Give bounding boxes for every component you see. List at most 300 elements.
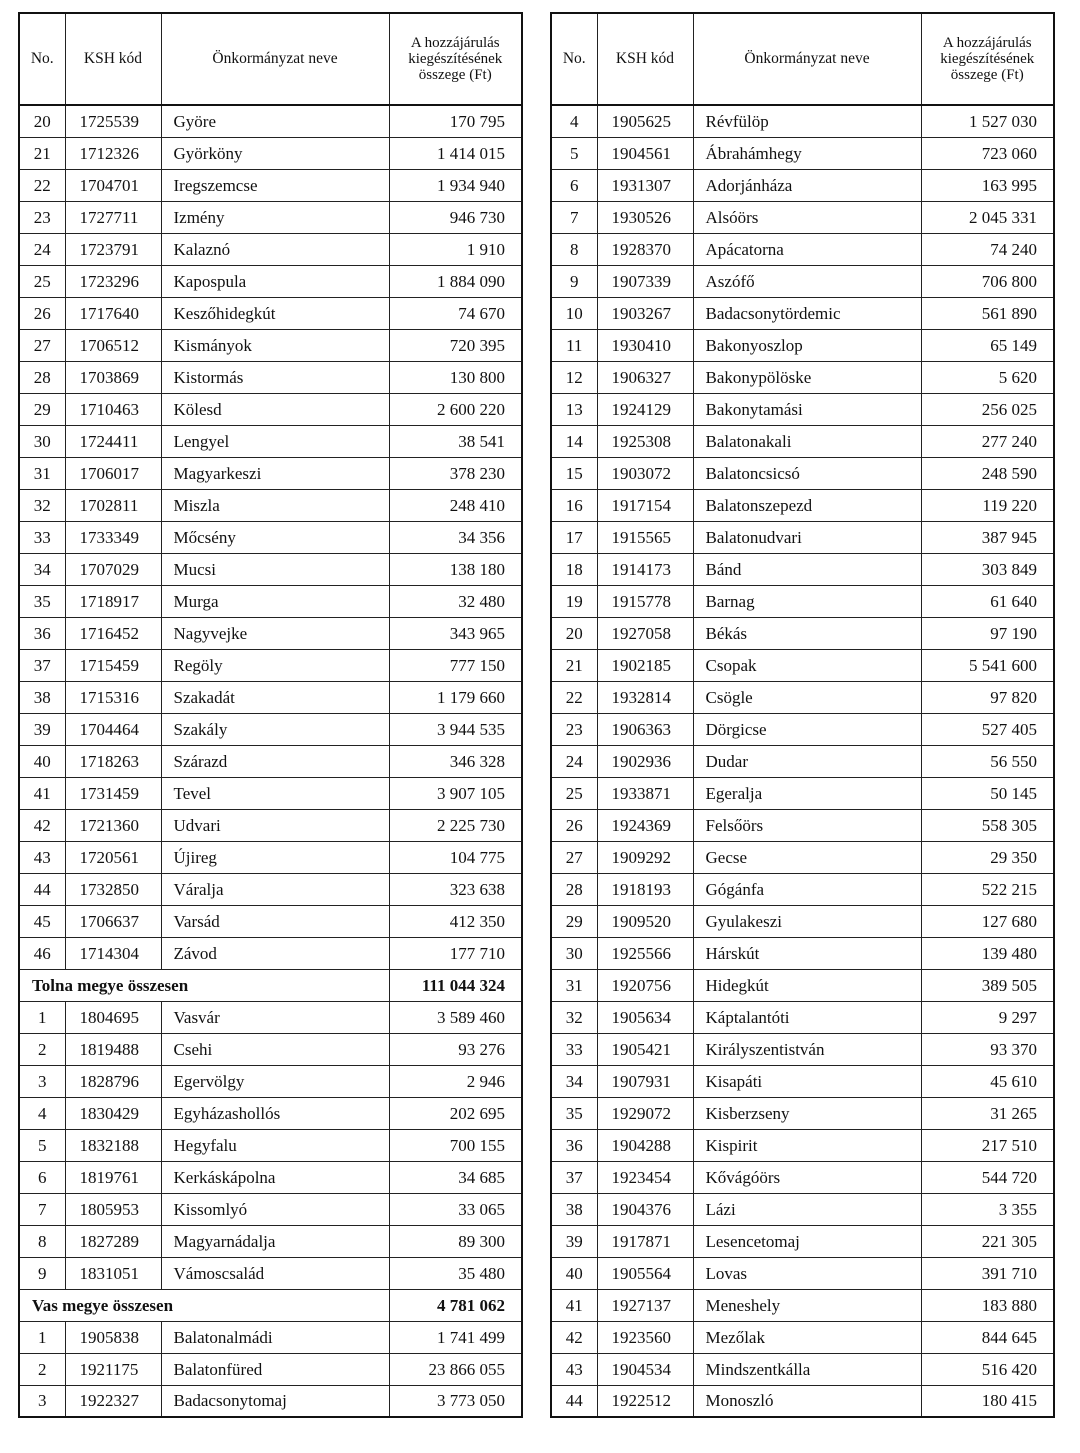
amount: 522 215 bbox=[921, 873, 1054, 905]
table-row bbox=[551, 489, 1054, 521]
municipality-name: Újireg bbox=[161, 841, 389, 873]
ksh-code: 1819488 bbox=[65, 1033, 161, 1065]
table-row bbox=[551, 201, 1054, 233]
row-number: 38 bbox=[19, 681, 65, 713]
row-number: 5 bbox=[19, 1129, 65, 1161]
row-number: 33 bbox=[551, 1033, 597, 1065]
municipality-name: Dörgicse bbox=[693, 713, 921, 745]
amount: 248 590 bbox=[921, 457, 1054, 489]
row-number: 24 bbox=[551, 745, 597, 777]
municipality-name: Kispirit bbox=[693, 1129, 921, 1161]
ksh-code: 1921175 bbox=[65, 1353, 161, 1385]
table-row bbox=[551, 1129, 1054, 1161]
municipality-name: Balatonfüred bbox=[161, 1353, 389, 1385]
ksh-code: 1712326 bbox=[65, 137, 161, 169]
amount: 29 350 bbox=[921, 841, 1054, 873]
ksh-code: 1904376 bbox=[597, 1193, 693, 1225]
ksh-code: 1906327 bbox=[597, 361, 693, 393]
row-number: 19 bbox=[551, 585, 597, 617]
table-row bbox=[19, 553, 522, 585]
table-row bbox=[551, 329, 1054, 361]
table-row bbox=[551, 265, 1054, 297]
ksh-code: 1831051 bbox=[65, 1257, 161, 1289]
table-row bbox=[19, 649, 522, 681]
amount: 2 225 730 bbox=[389, 809, 522, 841]
amount: 177 710 bbox=[389, 937, 522, 969]
ksh-code: 1932814 bbox=[597, 681, 693, 713]
ksh-code: 1922327 bbox=[65, 1385, 161, 1417]
ksh-code: 1906363 bbox=[597, 713, 693, 745]
municipality-name: Lengyel bbox=[161, 425, 389, 457]
ksh-code: 1832188 bbox=[65, 1129, 161, 1161]
row-number: 42 bbox=[19, 809, 65, 841]
right-table bbox=[550, 12, 1055, 1418]
total-amount: 4 781 062 bbox=[389, 1289, 522, 1321]
table-row bbox=[19, 233, 522, 265]
amount: 1 910 bbox=[389, 233, 522, 265]
ksh-code: 1907339 bbox=[597, 265, 693, 297]
municipality-name: Bakonypölöske bbox=[693, 361, 921, 393]
amount: 5 620 bbox=[921, 361, 1054, 393]
municipality-name: Závod bbox=[161, 937, 389, 969]
ksh-code: 1923560 bbox=[597, 1321, 693, 1353]
amount: 93 276 bbox=[389, 1033, 522, 1065]
ksh-code: 1830429 bbox=[65, 1097, 161, 1129]
row-number: 2 bbox=[19, 1353, 65, 1385]
row-number: 1 bbox=[19, 1001, 65, 1033]
municipality-name: Hegyfalu bbox=[161, 1129, 389, 1161]
table-row bbox=[551, 809, 1054, 841]
row-number: 23 bbox=[551, 713, 597, 745]
row-number: 34 bbox=[551, 1065, 597, 1097]
ksh-code: 1905634 bbox=[597, 1001, 693, 1033]
county-total-row bbox=[19, 969, 522, 1001]
amount: 180 415 bbox=[921, 1385, 1054, 1417]
row-number: 1 bbox=[19, 1321, 65, 1353]
amount: 2 045 331 bbox=[921, 201, 1054, 233]
amount: 97 190 bbox=[921, 617, 1054, 649]
row-number: 35 bbox=[19, 585, 65, 617]
amount: 1 884 090 bbox=[389, 265, 522, 297]
amount: 217 510 bbox=[921, 1129, 1054, 1161]
municipality-name: Felsőörs bbox=[693, 809, 921, 841]
table-row bbox=[551, 1193, 1054, 1225]
municipality-name: Kismányok bbox=[161, 329, 389, 361]
row-number: 37 bbox=[19, 649, 65, 681]
table-row bbox=[551, 937, 1054, 969]
amount: 138 180 bbox=[389, 553, 522, 585]
row-number: 3 bbox=[19, 1065, 65, 1097]
ksh-code: 1929072 bbox=[597, 1097, 693, 1129]
municipality-name: Bakonyoszlop bbox=[693, 329, 921, 361]
ksh-code: 1903267 bbox=[597, 297, 693, 329]
row-number: 14 bbox=[551, 425, 597, 457]
municipality-name: Szakadát bbox=[161, 681, 389, 713]
table-row bbox=[551, 1225, 1054, 1257]
amount: 346 328 bbox=[389, 745, 522, 777]
municipality-name: Dudar bbox=[693, 745, 921, 777]
table-row bbox=[19, 1257, 522, 1289]
amount: 720 395 bbox=[389, 329, 522, 361]
row-number: 46 bbox=[19, 937, 65, 969]
table-row bbox=[19, 1065, 522, 1097]
municipality-name: Meneshely bbox=[693, 1289, 921, 1321]
table-row bbox=[551, 1353, 1054, 1385]
amount: 544 720 bbox=[921, 1161, 1054, 1193]
ksh-code: 1725539 bbox=[65, 105, 161, 137]
table-row bbox=[19, 265, 522, 297]
ksh-code: 1904288 bbox=[597, 1129, 693, 1161]
ksh-code: 1706017 bbox=[65, 457, 161, 489]
municipality-name: Kapospula bbox=[161, 265, 389, 297]
ksh-code: 1819761 bbox=[65, 1161, 161, 1193]
row-number: 6 bbox=[19, 1161, 65, 1193]
table-row bbox=[19, 841, 522, 873]
row-number: 40 bbox=[19, 745, 65, 777]
amount: 706 800 bbox=[921, 265, 1054, 297]
municipality-name: Kerkáskápolna bbox=[161, 1161, 389, 1193]
row-number: 43 bbox=[551, 1353, 597, 1385]
row-number: 45 bbox=[19, 905, 65, 937]
table-row bbox=[19, 329, 522, 361]
header-code: KSH kód bbox=[65, 13, 161, 105]
table-row bbox=[551, 233, 1054, 265]
table-row bbox=[19, 1353, 522, 1385]
amount: 561 890 bbox=[921, 297, 1054, 329]
municipality-name: Varsád bbox=[161, 905, 389, 937]
right-table-header bbox=[551, 13, 1054, 105]
amount: 387 945 bbox=[921, 521, 1054, 553]
municipality-name: Kissomlyó bbox=[161, 1193, 389, 1225]
amount: 32 480 bbox=[389, 585, 522, 617]
row-number: 7 bbox=[551, 201, 597, 233]
amount: 130 800 bbox=[389, 361, 522, 393]
row-number: 8 bbox=[551, 233, 597, 265]
amount: 34 685 bbox=[389, 1161, 522, 1193]
table-row bbox=[551, 649, 1054, 681]
amount: 256 025 bbox=[921, 393, 1054, 425]
row-number: 28 bbox=[19, 361, 65, 393]
ksh-code: 1931307 bbox=[597, 169, 693, 201]
row-number: 33 bbox=[19, 521, 65, 553]
table-row bbox=[19, 1193, 522, 1225]
table-row bbox=[19, 1033, 522, 1065]
header-name: Önkormányzat neve bbox=[693, 13, 921, 105]
table-row bbox=[19, 1161, 522, 1193]
row-number: 22 bbox=[19, 169, 65, 201]
row-number: 20 bbox=[551, 617, 597, 649]
municipality-name: Balatonudvari bbox=[693, 521, 921, 553]
amount: 946 730 bbox=[389, 201, 522, 233]
ksh-code: 1707029 bbox=[65, 553, 161, 585]
municipality-name: Iregszemcse bbox=[161, 169, 389, 201]
amount: 170 795 bbox=[389, 105, 522, 137]
table-row bbox=[551, 457, 1054, 489]
ksh-code: 1920756 bbox=[597, 969, 693, 1001]
row-number: 36 bbox=[19, 617, 65, 649]
ksh-code: 1724411 bbox=[65, 425, 161, 457]
municipality-name: Barnag bbox=[693, 585, 921, 617]
amount: 35 480 bbox=[389, 1257, 522, 1289]
ksh-code: 1930526 bbox=[597, 201, 693, 233]
municipality-name: Bakonytamási bbox=[693, 393, 921, 425]
municipality-name: Lázi bbox=[693, 1193, 921, 1225]
table-row bbox=[19, 585, 522, 617]
municipality-name: Badacsonytomaj bbox=[161, 1385, 389, 1417]
row-number: 26 bbox=[19, 297, 65, 329]
municipality-name: Balatonakali bbox=[693, 425, 921, 457]
ksh-code: 1828796 bbox=[65, 1065, 161, 1097]
amount: 527 405 bbox=[921, 713, 1054, 745]
amount: 3 907 105 bbox=[389, 777, 522, 809]
ksh-code: 1718917 bbox=[65, 585, 161, 617]
table-row bbox=[19, 809, 522, 841]
row-number: 10 bbox=[551, 297, 597, 329]
row-number: 25 bbox=[551, 777, 597, 809]
row-number: 43 bbox=[19, 841, 65, 873]
table-row bbox=[551, 585, 1054, 617]
ksh-code: 1710463 bbox=[65, 393, 161, 425]
row-number: 5 bbox=[551, 137, 597, 169]
municipality-name: Gógánfa bbox=[693, 873, 921, 905]
amount: 89 300 bbox=[389, 1225, 522, 1257]
row-number: 26 bbox=[551, 809, 597, 841]
row-number: 21 bbox=[551, 649, 597, 681]
municipality-name: Balatonszepezd bbox=[693, 489, 921, 521]
amount: 74 670 bbox=[389, 297, 522, 329]
amount: 38 541 bbox=[389, 425, 522, 457]
municipality-name: Vasvár bbox=[161, 1001, 389, 1033]
table-row bbox=[551, 1065, 1054, 1097]
amount: 1 414 015 bbox=[389, 137, 522, 169]
municipality-name: Apácatorna bbox=[693, 233, 921, 265]
municipality-name: Magyarnádalja bbox=[161, 1225, 389, 1257]
ksh-code: 1715459 bbox=[65, 649, 161, 681]
header-no: No. bbox=[551, 13, 597, 105]
ksh-code: 1905564 bbox=[597, 1257, 693, 1289]
amount: 119 220 bbox=[921, 489, 1054, 521]
table-row bbox=[551, 425, 1054, 457]
row-number: 27 bbox=[19, 329, 65, 361]
municipality-name: Királyszentistván bbox=[693, 1033, 921, 1065]
municipality-name: Kölesd bbox=[161, 393, 389, 425]
amount: 9 297 bbox=[921, 1001, 1054, 1033]
ksh-code: 1703869 bbox=[65, 361, 161, 393]
row-number: 31 bbox=[19, 457, 65, 489]
table-row bbox=[19, 713, 522, 745]
table-row bbox=[19, 745, 522, 777]
row-number: 44 bbox=[551, 1385, 597, 1417]
row-number: 44 bbox=[19, 873, 65, 905]
table-row bbox=[19, 905, 522, 937]
table-row bbox=[551, 105, 1054, 137]
table-row bbox=[19, 1321, 522, 1353]
table-row bbox=[19, 201, 522, 233]
row-number: 22 bbox=[551, 681, 597, 713]
header-amount: A hozzájárulás kiegészítésének összege (Ft) bbox=[921, 13, 1054, 105]
row-number: 24 bbox=[19, 233, 65, 265]
municipality-name: Keszőhidegkút bbox=[161, 297, 389, 329]
municipality-name: Adorjánháza bbox=[693, 169, 921, 201]
ksh-code: 1723791 bbox=[65, 233, 161, 265]
table-row bbox=[19, 873, 522, 905]
ksh-code: 1923454 bbox=[597, 1161, 693, 1193]
row-number: 32 bbox=[551, 1001, 597, 1033]
municipality-name: Lovas bbox=[693, 1257, 921, 1289]
amount: 2 946 bbox=[389, 1065, 522, 1097]
row-number: 38 bbox=[551, 1193, 597, 1225]
ksh-code: 1804695 bbox=[65, 1001, 161, 1033]
ksh-code: 1924129 bbox=[597, 393, 693, 425]
row-number: 29 bbox=[19, 393, 65, 425]
table-row bbox=[551, 297, 1054, 329]
municipality-name: Vámoscsalád bbox=[161, 1257, 389, 1289]
ksh-code: 1927137 bbox=[597, 1289, 693, 1321]
table-row bbox=[19, 393, 522, 425]
table-row bbox=[19, 297, 522, 329]
row-number: 21 bbox=[19, 137, 65, 169]
amount: 50 145 bbox=[921, 777, 1054, 809]
table-row bbox=[551, 137, 1054, 169]
row-number: 4 bbox=[19, 1097, 65, 1129]
ksh-code: 1907931 bbox=[597, 1065, 693, 1097]
table-row bbox=[19, 617, 522, 649]
total-label: Vas megye összesen bbox=[19, 1289, 389, 1321]
table-row bbox=[551, 777, 1054, 809]
table-row bbox=[551, 873, 1054, 905]
table-row bbox=[19, 457, 522, 489]
table-row bbox=[19, 105, 522, 137]
amount: 34 356 bbox=[389, 521, 522, 553]
table-row bbox=[551, 1257, 1054, 1289]
row-number: 28 bbox=[551, 873, 597, 905]
table-row bbox=[19, 681, 522, 713]
amount: 221 305 bbox=[921, 1225, 1054, 1257]
amount: 303 849 bbox=[921, 553, 1054, 585]
ksh-code: 1905838 bbox=[65, 1321, 161, 1353]
municipality-name: Csopak bbox=[693, 649, 921, 681]
amount: 723 060 bbox=[921, 137, 1054, 169]
amount: 61 640 bbox=[921, 585, 1054, 617]
municipality-name: Káptalantóti bbox=[693, 1001, 921, 1033]
row-number: 41 bbox=[19, 777, 65, 809]
municipality-name: Csögle bbox=[693, 681, 921, 713]
row-number: 32 bbox=[19, 489, 65, 521]
row-number: 23 bbox=[19, 201, 65, 233]
municipality-name: Csehi bbox=[161, 1033, 389, 1065]
amount: 700 155 bbox=[389, 1129, 522, 1161]
ksh-code: 1716452 bbox=[65, 617, 161, 649]
ksh-code: 1733349 bbox=[65, 521, 161, 553]
row-number: 30 bbox=[19, 425, 65, 457]
ksh-code: 1717640 bbox=[65, 297, 161, 329]
amount: 97 820 bbox=[921, 681, 1054, 713]
table-row bbox=[19, 1097, 522, 1129]
amount: 3 944 535 bbox=[389, 713, 522, 745]
table-row bbox=[19, 1225, 522, 1257]
amount: 1 179 660 bbox=[389, 681, 522, 713]
table-row bbox=[551, 713, 1054, 745]
municipality-name: Regöly bbox=[161, 649, 389, 681]
ksh-code: 1914173 bbox=[597, 553, 693, 585]
row-number: 3 bbox=[19, 1385, 65, 1417]
table-row bbox=[551, 681, 1054, 713]
table-row bbox=[19, 521, 522, 553]
ksh-code: 1727711 bbox=[65, 201, 161, 233]
row-number: 41 bbox=[551, 1289, 597, 1321]
amount: 3 773 050 bbox=[389, 1385, 522, 1417]
document-page bbox=[18, 12, 1058, 1440]
table-row bbox=[19, 1385, 522, 1417]
row-number: 27 bbox=[551, 841, 597, 873]
amount: 65 149 bbox=[921, 329, 1054, 361]
table-row bbox=[551, 969, 1054, 1001]
municipality-name: Egyházashollós bbox=[161, 1097, 389, 1129]
amount: 56 550 bbox=[921, 745, 1054, 777]
amount: 248 410 bbox=[389, 489, 522, 521]
table-row bbox=[551, 393, 1054, 425]
amount: 391 710 bbox=[921, 1257, 1054, 1289]
row-number: 30 bbox=[551, 937, 597, 969]
municipality-name: Badacsonytördemic bbox=[693, 297, 921, 329]
municipality-name: Udvari bbox=[161, 809, 389, 841]
ksh-code: 1922512 bbox=[597, 1385, 693, 1417]
municipality-name: Mindszentkálla bbox=[693, 1353, 921, 1385]
municipality-name: Bánd bbox=[693, 553, 921, 585]
total-label: Tolna megye összesen bbox=[19, 969, 389, 1001]
municipality-name: Egeralja bbox=[693, 777, 921, 809]
amount: 1 527 030 bbox=[921, 105, 1054, 137]
table-row bbox=[19, 137, 522, 169]
table-row bbox=[19, 361, 522, 393]
row-number: 37 bbox=[551, 1161, 597, 1193]
municipality-name: Váralja bbox=[161, 873, 389, 905]
table-row bbox=[551, 553, 1054, 585]
amount: 277 240 bbox=[921, 425, 1054, 457]
ksh-code: 1927058 bbox=[597, 617, 693, 649]
municipality-name: Szakály bbox=[161, 713, 389, 745]
amount: 844 645 bbox=[921, 1321, 1054, 1353]
row-number: 20 bbox=[19, 105, 65, 137]
ksh-code: 1718263 bbox=[65, 745, 161, 777]
municipality-name: Nagyvejke bbox=[161, 617, 389, 649]
row-number: 9 bbox=[551, 265, 597, 297]
header-name: Önkormányzat neve bbox=[161, 13, 389, 105]
row-number: 40 bbox=[551, 1257, 597, 1289]
table-row bbox=[551, 905, 1054, 937]
table-row bbox=[551, 521, 1054, 553]
amount: 516 420 bbox=[921, 1353, 1054, 1385]
table-row bbox=[19, 425, 522, 457]
row-number: 25 bbox=[19, 265, 65, 297]
amount: 3 589 460 bbox=[389, 1001, 522, 1033]
ksh-code: 1720561 bbox=[65, 841, 161, 873]
ksh-code: 1721360 bbox=[65, 809, 161, 841]
row-number: 36 bbox=[551, 1129, 597, 1161]
total-amount: 111 044 324 bbox=[389, 969, 522, 1001]
municipality-name: Gyulakeszi bbox=[693, 905, 921, 937]
amount: 5 541 600 bbox=[921, 649, 1054, 681]
amount: 127 680 bbox=[921, 905, 1054, 937]
ksh-code: 1924369 bbox=[597, 809, 693, 841]
municipality-name: Gecse bbox=[693, 841, 921, 873]
ksh-code: 1715316 bbox=[65, 681, 161, 713]
ksh-code: 1930410 bbox=[597, 329, 693, 361]
table-row bbox=[19, 489, 522, 521]
ksh-code: 1714304 bbox=[65, 937, 161, 969]
ksh-code: 1902936 bbox=[597, 745, 693, 777]
municipality-name: Révfülöp bbox=[693, 105, 921, 137]
